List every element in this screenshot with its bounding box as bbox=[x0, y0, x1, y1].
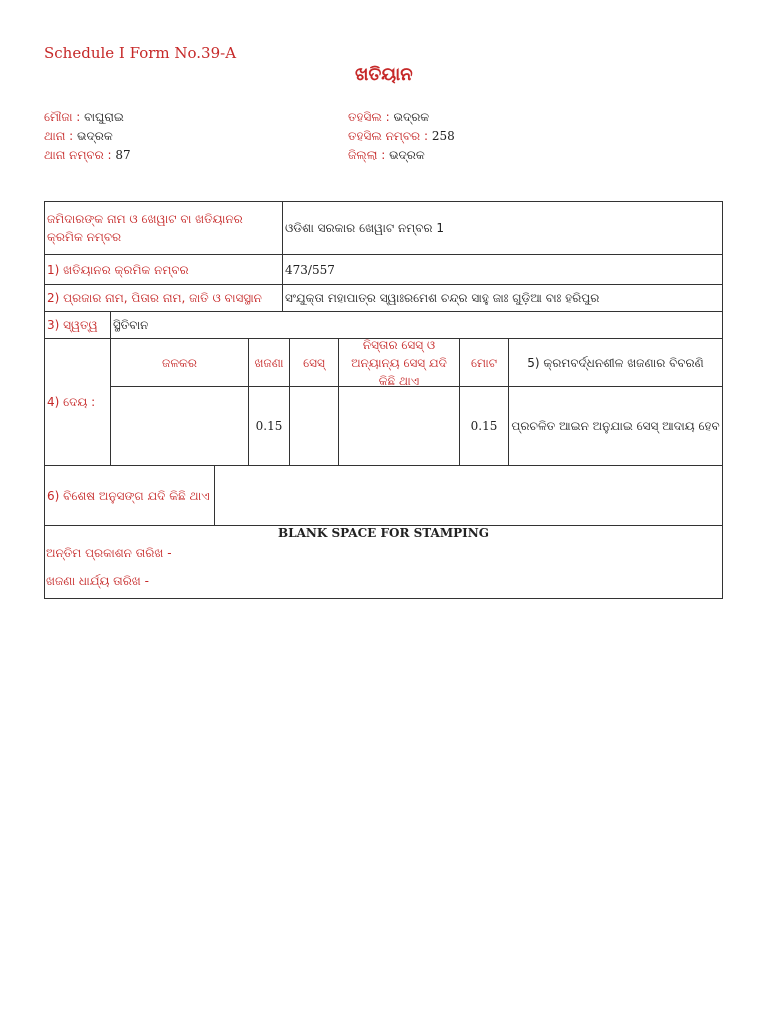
zamindar-value: ଓଡିଶା ସରକାର ଖେୱାଟ ନମ୍ବର 1 bbox=[282, 201, 723, 255]
district-field bbox=[348, 146, 455, 165]
dues-header-total: ମୋଟ bbox=[459, 338, 509, 387]
tahasil-label: ତହସିଲ : bbox=[348, 110, 394, 124]
dues-header-khajana: ଖଜଣା bbox=[248, 338, 290, 387]
thana-value: ଭଦ୍ରକ bbox=[77, 129, 113, 143]
tahasil-value: ଭଦ୍ରକ bbox=[393, 110, 430, 124]
header-left bbox=[44, 108, 131, 165]
dues-header-other-cess: ନିସ୍ତାର ସେସ୍ ଓ ଅନ୍ୟାନ୍ୟ ସେସ୍ ଯଦି କିଛି ଥାଏ bbox=[338, 338, 460, 387]
dues-value-total: 0.15 bbox=[459, 386, 509, 466]
page-title: ଖତିୟାନ bbox=[355, 64, 413, 85]
thana-number-field bbox=[44, 146, 131, 165]
header-right bbox=[348, 108, 455, 165]
khatiyan-number-value: 473/557 bbox=[282, 254, 723, 285]
district-value: ଭଦ୍ରକ bbox=[389, 148, 425, 162]
stamp-area bbox=[44, 525, 723, 599]
mouza-field bbox=[44, 108, 131, 127]
dues-header-jalakar: ଜଳକର bbox=[110, 338, 249, 387]
thana-number-label: ଥାନା ନମ୍ବର : bbox=[44, 148, 116, 162]
special-value bbox=[214, 465, 723, 526]
rent-fixation-date: ଖଜଣା ଧାର୍ଯ୍ୟ ତାରିଖ - bbox=[46, 574, 149, 588]
form-number: Schedule I Form No.39-A bbox=[44, 44, 237, 62]
mouza-value: ବାଘୁରାଇ bbox=[84, 110, 124, 124]
zamindar-label: ଜମିଦାରଙ୍କ ନାମ ଓ ଖେୱାଟ ବା ଖତିୟାନର କ୍ରମିକ ନମ୍ବର bbox=[44, 201, 283, 255]
dues-header-progressive-rent: 5) କ୍ରମବର୍ଦ୍ଧନଶୀଳ ଖଜଣାର ବିବରଣି bbox=[508, 338, 723, 387]
tahasil-number-value: 258 bbox=[431, 129, 455, 143]
tahasil-field bbox=[348, 108, 455, 127]
dues-header-cess: ସେସ୍ bbox=[289, 338, 339, 387]
final-publication-date: ଅନ୍ତିମ ପ୍ରକାଶନ ତାରିଖ - bbox=[46, 546, 172, 560]
tenant-value: ସଂଯୁକ୍ତା ମହାପାତ୍ର ସ୍ୱାଃରମେଶ ଚନ୍ଦ୍ର ସାହୁ ଜାଃ ଗୁଡ଼ିଆ ବାଃ ହରିପୁର bbox=[282, 284, 723, 312]
dues-value-progressive-rent: ପ୍ରଚଳିତ ଆଇନ ଅନୁଯାଇ ସେସ୍ ଆଦାୟ ହେବ bbox=[508, 386, 723, 466]
thana-number-value: 87 bbox=[115, 148, 131, 162]
tahasil-number-field bbox=[348, 127, 455, 146]
special-label: 6) ବିଶେଷ ଅନୁସଙ୍ଗ ଯଦି କିଛି ଥାଏ bbox=[44, 465, 215, 526]
dues-label: 4) ଦେୟ : bbox=[44, 338, 111, 466]
dues-value-khajana: 0.15 bbox=[248, 386, 290, 466]
stamp-heading: BLANK SPACE FOR STAMPING bbox=[278, 526, 489, 540]
mouza-label: ମୌଜା : bbox=[44, 110, 85, 124]
tahasil-number-label: ତହସିଲ ନମ୍ବର : bbox=[348, 129, 432, 143]
right-label: 3) ସ୍ୱତ୍ୱ bbox=[44, 311, 111, 339]
right-value: ସ୍ଥିତିବାନ bbox=[110, 311, 723, 339]
thana-field bbox=[44, 127, 131, 146]
dues-value-cess bbox=[289, 386, 339, 466]
khatiyan-number-label: 1) ଖତିୟାନର କ୍ରମିକ ନମ୍ବର bbox=[44, 254, 283, 285]
district-label: ଜିଲ୍ଲା : bbox=[348, 148, 390, 162]
thana-label: ଥାନା : bbox=[44, 129, 78, 143]
dues-value-jalakar bbox=[110, 386, 249, 466]
dues-value-other-cess bbox=[338, 386, 460, 466]
tenant-label: 2) ପ୍ରଜାର ନାମ, ପିତାର ନାମ, ଜାତି ଓ ବାସସ୍ଥାନ bbox=[44, 284, 283, 312]
